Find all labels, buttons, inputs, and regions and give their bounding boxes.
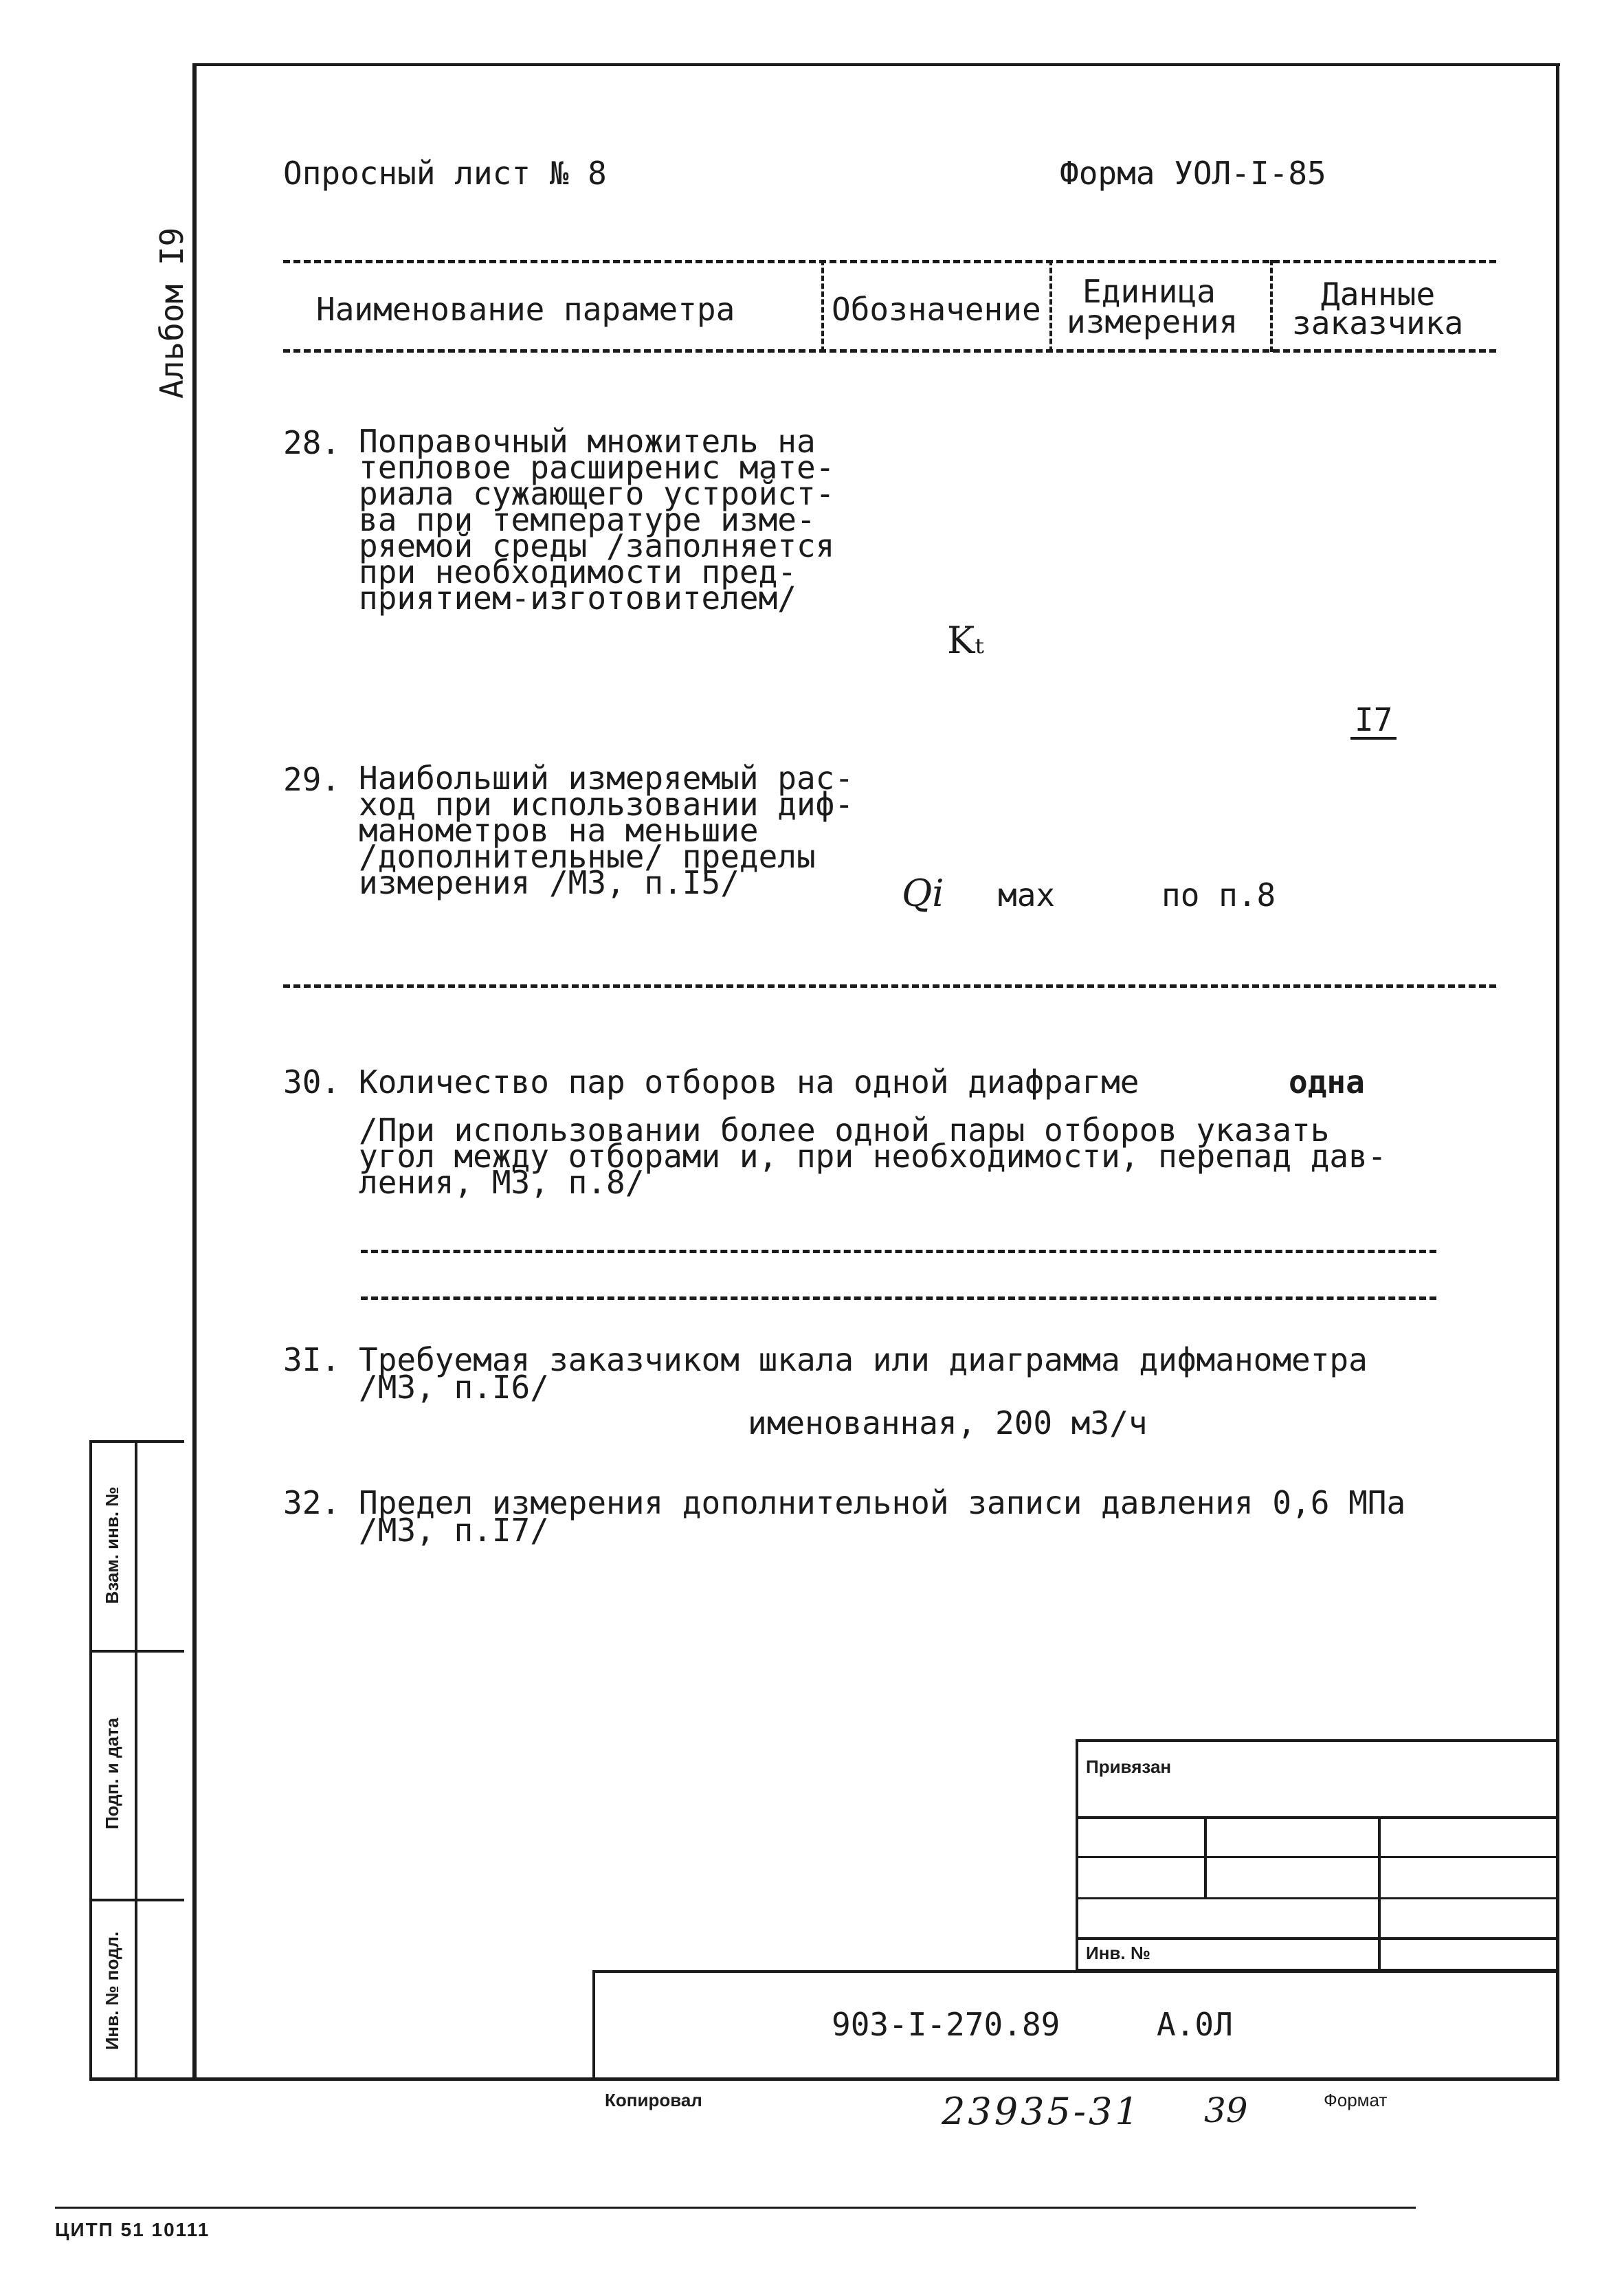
- printer-mark: ЦИТП 51 10111: [55, 2219, 210, 2240]
- handwritten-page: 39: [1204, 2090, 1248, 2130]
- binding-grid-vline: [1378, 1816, 1381, 1972]
- item-28-line: ряемой среды /заполняется: [359, 527, 835, 564]
- binding-grid-hline: [1076, 1897, 1559, 1899]
- item-29-text: [359, 760, 854, 901]
- item-28-line: Поправочный множитель на: [359, 423, 816, 460]
- table-head-divider-1: [821, 260, 824, 352]
- col-header-customer-line2: заказчика: [1292, 305, 1464, 342]
- item-32-line1: Предел измерения дополнительной записи давления 0,6 МПа: [359, 1484, 1406, 1521]
- doc-code: 903-I-270.89: [832, 2006, 1060, 2043]
- item-28-number: 28.: [283, 424, 341, 461]
- item-30-line1: Количество пар отборов на одной диафрагме: [359, 1063, 1139, 1101]
- binding-grid-hline: [1076, 1816, 1559, 1819]
- item-32-line2: /МЗ, п.I7/: [359, 1512, 549, 1549]
- col-header-unit-line1: Единица: [1082, 273, 1216, 310]
- item-31-number: 3I.: [283, 1341, 341, 1378]
- col-header-symbol: Обозначение: [832, 291, 1041, 328]
- item-28-text: [359, 423, 835, 617]
- item-31-line2: /МЗ, п.I6/: [359, 1369, 549, 1406]
- binding-grid-vline: [1204, 1816, 1207, 1897]
- item-29-number: 29.: [283, 761, 341, 798]
- item-31-value: именованная, 200 м3/ч: [748, 1404, 1148, 1442]
- sheet-title: Опросный лист № 8: [283, 155, 607, 192]
- margin-strip-hline: [89, 1899, 184, 1901]
- item-28-symbol: Kₜ: [947, 619, 984, 662]
- form-code: Форма УОЛ-I-85: [1060, 155, 1326, 192]
- item-29-line: ход при использовании диф-: [359, 786, 854, 823]
- item-30-answer-rule-2: [361, 1296, 1436, 1300]
- stamp-podp-data: Подп. и дата: [102, 1717, 122, 1830]
- item-32-number: 32.: [283, 1484, 341, 1521]
- binding-label: Привязан: [1086, 1756, 1172, 1777]
- doc-suffix: А.0Л: [1157, 2006, 1233, 2043]
- item-30-note: [359, 1112, 1387, 1201]
- footer-rule: [55, 2207, 1416, 2209]
- margin-strip-hline: [89, 1650, 184, 1653]
- item-28-line: риала сужающего устройст-: [359, 475, 835, 512]
- item-31-line1: Требуемая заказчиком шкала или диаграмма дифманометра: [359, 1341, 1368, 1378]
- item-30-answer-rule-1: [361, 1250, 1436, 1253]
- item-29-symbol: Qi: [902, 872, 944, 915]
- table-head-bottom-rule: [283, 349, 1496, 353]
- frame-left-border: [192, 63, 197, 2081]
- item-28-line: приятием-изготовителем/: [359, 579, 797, 617]
- item-30-note-line: угол между отборами и, при необходимости, перепад дав-: [359, 1138, 1387, 1175]
- item-30-note-line: ления, МЗ, п.8/: [359, 1164, 645, 1201]
- binding-grid-hline: [1076, 1937, 1559, 1940]
- item-29-value: по п.8: [1161, 876, 1276, 914]
- col-header-unit-line2: измерения: [1067, 303, 1238, 340]
- table-head-divider-3: [1270, 260, 1273, 352]
- section-divider-rule: [283, 984, 1496, 988]
- item-29-line: манометров на меньшие: [359, 812, 759, 849]
- item-30-note-line: /При использовании более одной пары отборов указать: [359, 1112, 1330, 1149]
- frame-top-border: [192, 63, 1560, 66]
- stamp-inv-podl: Инв. № подл.: [102, 1931, 122, 2051]
- table-head-divider-2: [1049, 260, 1052, 352]
- album-side-label: Альбом I9: [153, 227, 190, 399]
- handwritten-number: 23935-31: [942, 2090, 1142, 2133]
- col-header-parameter: Наименование параметра: [316, 291, 735, 328]
- format-label: Формат: [1324, 2090, 1388, 2110]
- page-mark: I7: [1350, 703, 1397, 740]
- item-29-line: измерения /МЗ, п.I5/: [359, 864, 739, 901]
- doc-code-box: [592, 1970, 1559, 2081]
- item-30-value: одна: [1289, 1063, 1365, 1101]
- item-30-number: 30.: [283, 1063, 341, 1101]
- margin-strip-vline: [135, 1440, 137, 2081]
- col-header-customer-line1: Данные: [1321, 276, 1436, 313]
- item-29-unit: мах: [998, 876, 1056, 914]
- item-28-line: при необходимости пред-: [359, 553, 797, 590]
- item-28-line: ва при температуре изме-: [359, 501, 816, 538]
- item-29-line: /дополнительные/ пределы: [359, 838, 816, 875]
- item-29-line: Наибольший измеряемый рас-: [359, 760, 854, 797]
- stamp-vzam-inv: Взам. инв. №: [102, 1486, 122, 1604]
- copied-by-label: Копировал: [605, 2090, 702, 2110]
- binding-grid-hline: [1076, 1856, 1559, 1858]
- inv-no-label: Инв. №: [1086, 1943, 1150, 1963]
- table-head-top-rule: [283, 260, 1496, 263]
- item-28-line: тепловое расширенис мате-: [359, 449, 835, 486]
